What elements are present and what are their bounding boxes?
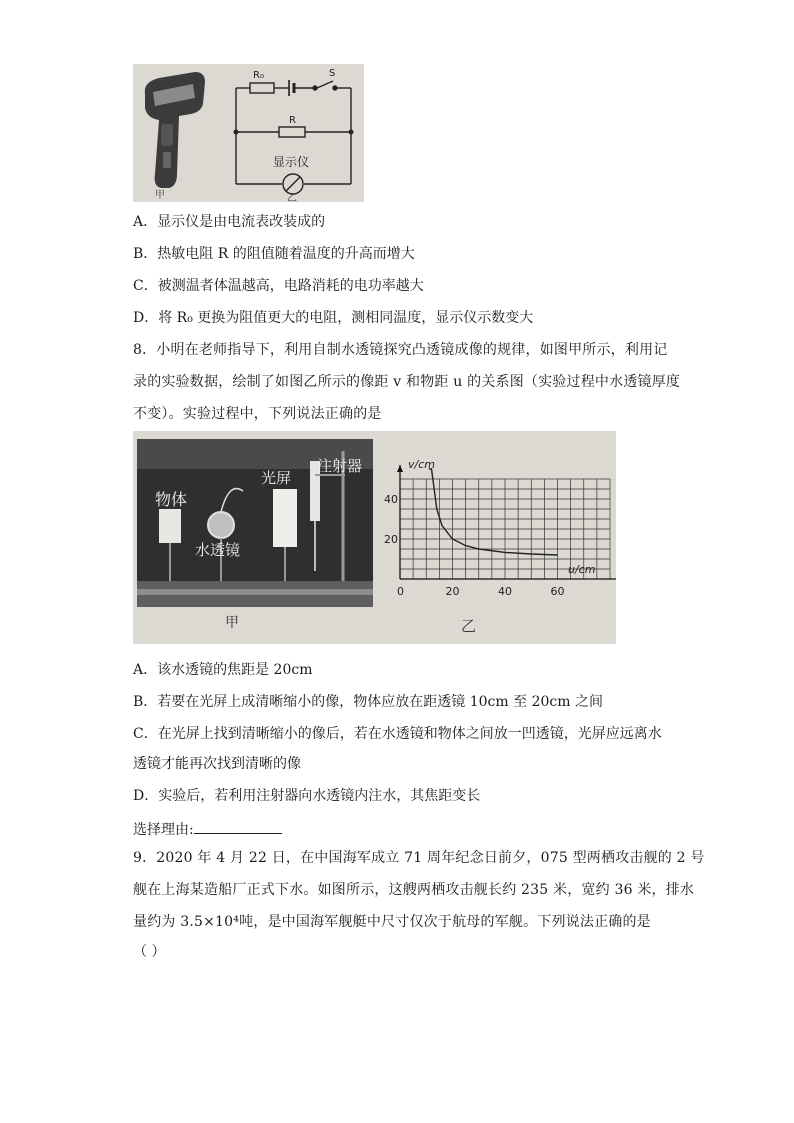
x-tick-label: 20 bbox=[445, 585, 460, 598]
q8-stem-line-2: 录的实验数据，绘制了如图乙所示的像距 v 和物距 u 的关系图（实验过程中水透镜厚度 bbox=[133, 374, 681, 390]
q8-reason bbox=[133, 818, 282, 840]
thermometer-circuit-figure bbox=[133, 64, 364, 202]
q8-option-c-cont: 透镜才能再次找到清晰的像 bbox=[133, 756, 301, 772]
graph-x-axis-label: u/cm bbox=[568, 563, 596, 576]
lens-experiment-figure bbox=[133, 431, 616, 644]
q8-stem-line-1: 8．小明在老师指导下，利用自制水透镜探究凸透镜成像的规律，如图甲所示，利用记 bbox=[133, 342, 668, 358]
label-yi: 乙 bbox=[287, 193, 297, 202]
q9-stem-line-1: 9．2020 年 4 月 22 日，在中国海军成立 71 周年纪念日前夕，075 型两栖攻击舰的 2 号 bbox=[133, 850, 705, 866]
x-tick-label: 60 bbox=[550, 585, 565, 598]
label-s: S bbox=[329, 68, 336, 79]
q8-option-c: C．在光屏上找到清晰缩小的像后，若在水透镜和物体之间放一凹透镜，光屏应远离水 bbox=[133, 726, 662, 742]
q9-stem-line-3: 量约为 3.5×10⁴吨，是中国海军舰艇中尺寸仅次于航母的军舰。下列说法正确的是 bbox=[133, 914, 651, 930]
q8-reason-label: 选择理由: bbox=[133, 822, 194, 838]
q8-stem-line-3: 不变）。实验过程中，下列说法正确的是 bbox=[133, 406, 382, 422]
object-board-icon bbox=[159, 509, 181, 543]
label-syringe: 注射器 bbox=[317, 457, 363, 475]
q7-option-a: A．显示仪是由电流表改装成的 bbox=[133, 214, 326, 230]
label-display: 显示仪 bbox=[273, 155, 310, 169]
q9-answer-brackets: （ ） bbox=[133, 944, 166, 960]
q7-option-d: D．将 R₀ 更换为阻值更大的电阻，测相同温度，显示仪示数变大 bbox=[133, 310, 534, 326]
thermometer-circuit-svg bbox=[133, 64, 364, 202]
label-water-lens: 水透镜 bbox=[195, 541, 241, 559]
water-lens-icon bbox=[208, 512, 234, 538]
q7-option-c: C．被测温者体温越高，电路消耗的电功率越大 bbox=[133, 278, 424, 294]
label-r: R bbox=[289, 115, 296, 126]
q8-option-d: D．实验后，若利用注射器向水透镜内注水，其焦距变长 bbox=[133, 788, 481, 804]
label-photo-jia: 甲 bbox=[225, 615, 239, 631]
graph-y-axis-label: v/cm bbox=[408, 458, 435, 471]
lens-experiment-svg bbox=[133, 431, 616, 644]
q8-option-a: A．该水透镜的焦距是 20cm bbox=[133, 662, 313, 678]
y-tick-label: 40 bbox=[384, 493, 398, 506]
label-jia: 甲 bbox=[155, 190, 165, 201]
q8-option-b: B．若要在光屏上成清晰缩小的像，物体应放在距透镜 10cm 至 20cm 之间 bbox=[133, 694, 603, 710]
label-object: 物体 bbox=[155, 490, 188, 509]
label-r0: R₀ bbox=[253, 70, 264, 81]
light-screen-icon bbox=[273, 489, 297, 547]
x-tick-label: 0 bbox=[397, 585, 404, 598]
x-tick-label: 40 bbox=[498, 585, 512, 598]
q7-option-b: B．热敏电阻 R 的阻值随着温度的升高而增大 bbox=[133, 246, 415, 262]
label-graph-yi: 乙 bbox=[461, 617, 477, 635]
y-tick-label: 20 bbox=[384, 533, 398, 546]
q9-stem-line-2: 舰在上海某造船厂正式下水。如图所示，这艘两栖攻击舰长约 235 米，宽约 36 米，排水 bbox=[133, 882, 695, 898]
label-screen: 光屏 bbox=[261, 469, 292, 487]
q8-reason-blank[interactable] bbox=[194, 818, 282, 834]
